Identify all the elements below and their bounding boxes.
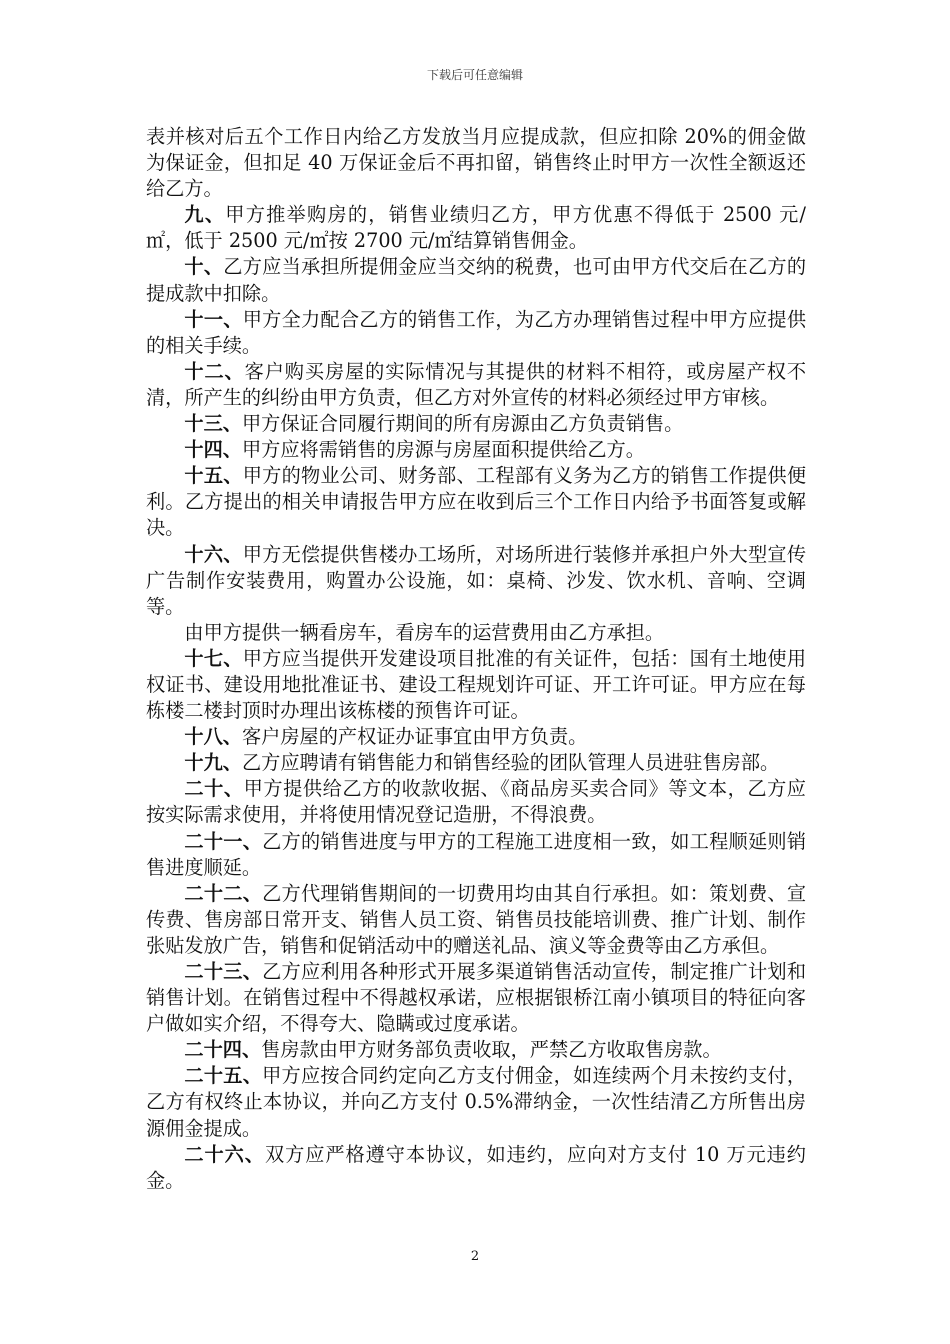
clause-number: 二十四、 — [184, 1038, 262, 1062]
clause-number: 十五、 — [184, 464, 243, 488]
clause-20 — [146, 776, 806, 828]
clause-text: 甲方提供给乙方的收款收据、《商品房买卖合同》等文本，乙方应按实际需求使用，并将使用情况登记造册，不得浪费。 — [146, 777, 806, 827]
clause-number: 十一、 — [184, 307, 243, 331]
clause-11 — [146, 307, 806, 359]
clause-text: 甲方的物业公司、财务部、工程部有义务为乙方的销售工作提供便利。乙方提出的相关申请报告甲方应在收到后三个工作日内给予书面答复或解决。 — [146, 464, 807, 540]
clause-text: 甲方应按合同约定向乙方支付佣金，如连续两个月未按约支付，乙方有权终止本协议，并向乙方支付 0.5%滞纳金，一次性结清乙方所售出房源佣金提成。 — [146, 1064, 807, 1140]
clause-text: 售房款由甲方财务部负责收取，严禁乙方收取售房款。 — [261, 1038, 722, 1062]
clause-number: 十七、 — [184, 646, 243, 670]
clause-25 — [146, 1063, 806, 1141]
clause-text: 乙方的销售进度与甲方的工程施工进度相一致，如工程顺延则销售进度顺延。 — [146, 829, 807, 879]
clause-text: 客户房屋的产权证办证事宜由甲方负责。 — [241, 725, 588, 749]
clause-text: 乙方应利用各种形式开展多渠道销售活动宣传，制定推广计划和销售计划。在销售过程中不得越权承诺，应根据银桥江南小镇项目的特征向客户做如实介绍，不得夸大、隐瞒或过度承诺。 — [146, 960, 807, 1036]
clause-23 — [146, 959, 806, 1037]
clause-16 — [146, 542, 806, 620]
clause-number: 九、 — [184, 203, 226, 227]
clause-text: 甲方推举购房的，销售业绩归乙方，甲方优惠不得低于 2500 元/㎡，低于 2500 元/㎡按 2700 元/㎡结算销售佣金。 — [146, 203, 807, 253]
clause-text: 乙方应聘请有销售能力和销售经验的团队管理人员进驻售房部。 — [241, 751, 780, 775]
clause-number: 十六、 — [184, 542, 243, 566]
clause-number: 二十一、 — [184, 829, 263, 853]
page-number: 2 — [470, 1249, 480, 1264]
clause-number: 二十二、 — [184, 881, 263, 905]
clause-19 — [146, 750, 806, 776]
clause-number: 二十、 — [184, 777, 244, 801]
clause-26 — [146, 1142, 806, 1194]
clause-24 — [146, 1037, 806, 1063]
clause-16-supplement — [146, 620, 806, 646]
clause-text: 乙方代理销售期间的一切费用均由其自行承担。如：策划费、宣传费、售房部日常开支、销售人员工资、销售员技能培训费、推广计划、制作张贴发放广告，销售和促销活动中的赠送礼品、演义等金费等由乙方承但。 — [146, 881, 807, 957]
clause-text: 由甲方提供一辆看房车，看房车的运营费用由乙方承担。 — [184, 620, 665, 644]
clause-number: 十八、 — [184, 725, 242, 749]
clause-number: 二十五、 — [184, 1064, 263, 1088]
clause-text: 甲方无偿提供售楼办工场所，对场所进行装修并承担户外大型宣传广告制作安装费用，购置办公设施，如：桌椅、沙发、饮水机、音响、空调等。 — [146, 542, 807, 618]
clause-17 — [146, 646, 806, 724]
clause-10 — [146, 254, 806, 306]
page-header: 下载后可任意编辑 — [426, 68, 523, 82]
clause-22 — [146, 881, 806, 959]
clause-9 — [146, 202, 806, 254]
clause-text: 双方应严格遵守本协议，如违约，应向对方支付 10 万元违约金。 — [146, 1142, 806, 1192]
clause-number: 十、 — [184, 255, 224, 279]
clause-21 — [146, 829, 806, 881]
clause-14 — [146, 437, 806, 463]
clause-number: 十二、 — [184, 359, 245, 383]
clause-number: 二十六、 — [184, 1142, 265, 1166]
clause-text: 甲方全力配合乙方的销售工作，为乙方办理销售过程中甲方应提供的相关手续。 — [146, 307, 807, 357]
clause-number: 十三、 — [184, 412, 242, 436]
clause-number: 十四、 — [184, 438, 242, 462]
clause-text: 乙方应当承担所提佣金应当交纳的税费，也可由甲方代交后在乙方的提成款中扣除。 — [146, 255, 807, 305]
clause-15 — [146, 463, 806, 541]
clause-13 — [146, 411, 806, 437]
clause-18 — [146, 724, 806, 750]
clause-text: 甲方应将需销售的房源与房屋面积提供给乙方。 — [241, 438, 645, 462]
clause-number: 十九、 — [184, 751, 242, 775]
intro-paragraph: 表并核对后五个工作日内给乙方发放当月应提成款，但应扣除 20%的佣金做为保证金，但扣足 40 万保证金后不再扣留，销售终止时甲方一次性全额返还给乙方。 — [146, 125, 806, 201]
clause-text: 甲方应当提供开发建设项目批准的有关证件，包括：国有土地使用权证书、建设用地批准证书、建设工程规划许可证、开工许可证。甲方应在每栋楼二楼封顶时办理出该栋楼的预售许可证。 — [146, 646, 807, 723]
clause-12 — [146, 359, 806, 411]
clause-text: 客户购买房屋的实际情况与其提供的材料不相符，或房屋产权不清，所产生的纠纷由甲方负责，但乙方对外宣传的材料必须经过甲方审核。 — [146, 359, 807, 409]
contract-body — [146, 124, 806, 1194]
clause-text: 甲方保证合同履行期间的所有房源由乙方负责销售。 — [241, 412, 684, 436]
clause-number: 二十三、 — [184, 960, 263, 983]
